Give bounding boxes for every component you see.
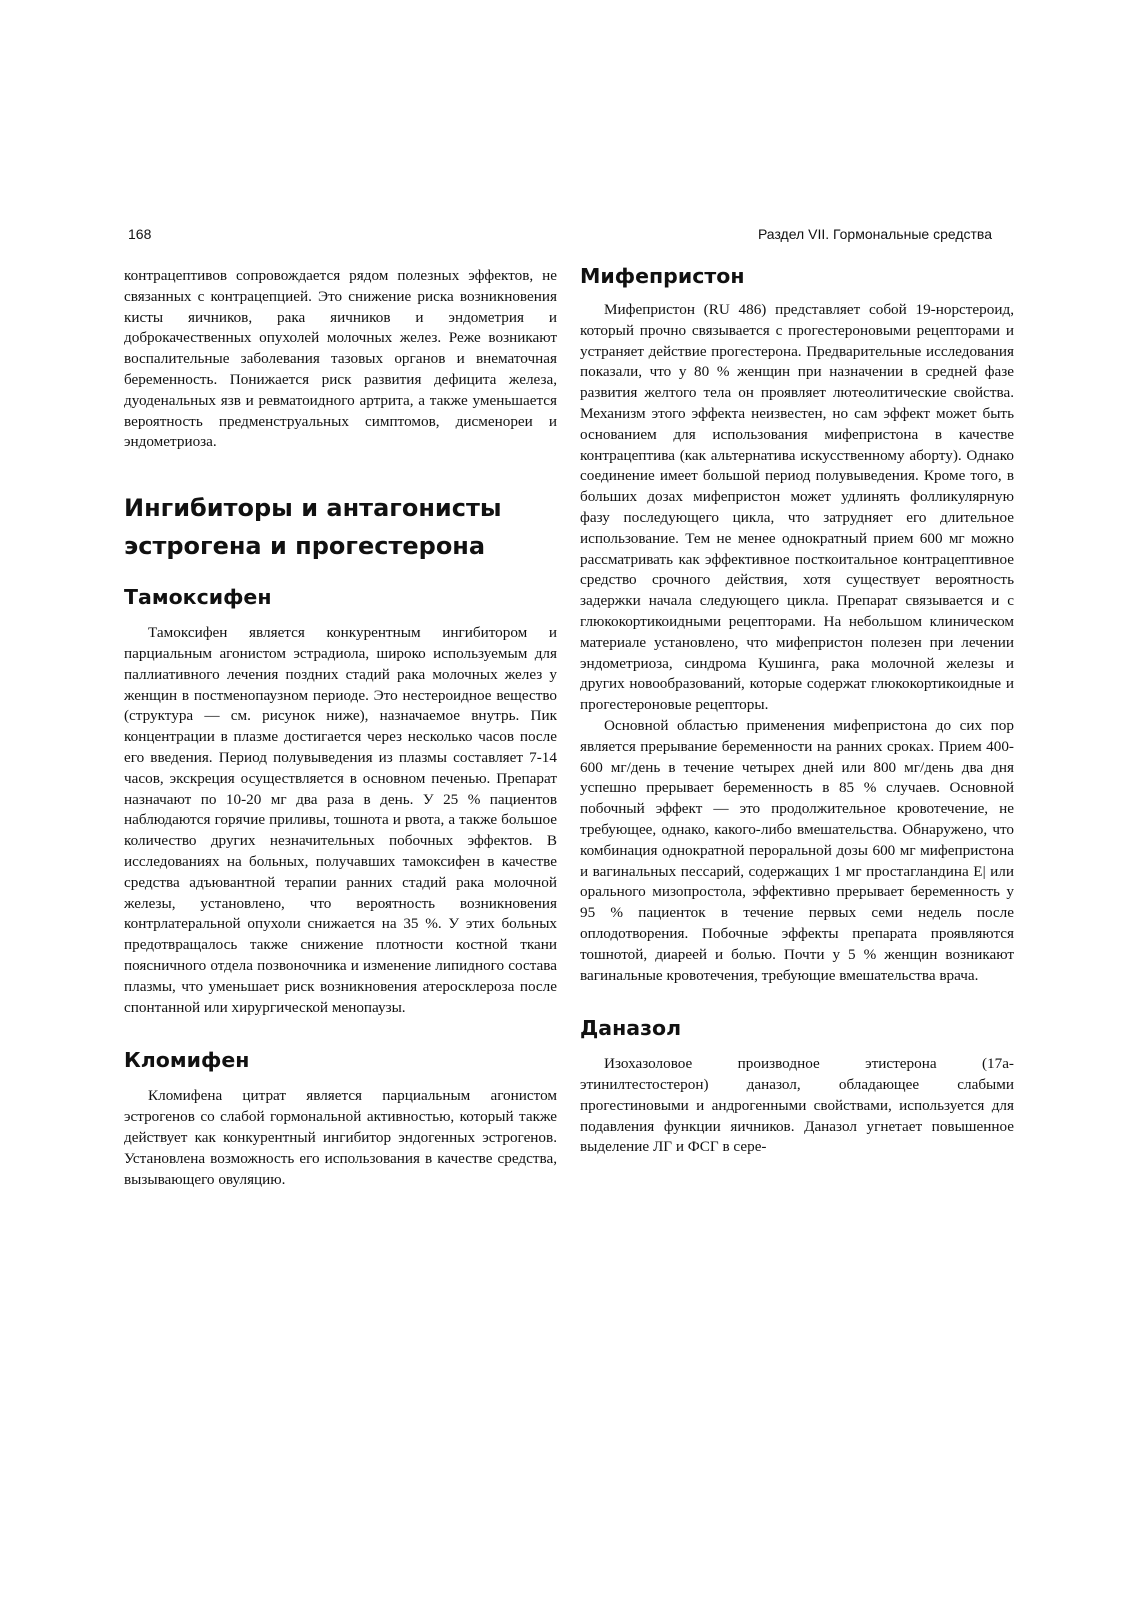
mifepristone-heading: Мифепристон	[580, 264, 745, 288]
page-number: 168	[128, 226, 152, 242]
right-column	[580, 262, 1014, 1158]
danazol-heading: Даназол	[580, 1016, 682, 1041]
section-title: Ингибиторы и антагонисты эстрогена и прогестерона	[124, 494, 502, 561]
clomiphene-heading: Кломифен	[124, 1048, 250, 1073]
left-column	[124, 266, 557, 1190]
mifepristone-paragraph-1: Мифепристон (RU 486) представляет собой 19-норстероид, который прочно связывается с прогестероновыми рецепторами и устраняет действие прогестерона. Предварительные исследования показали, что у 80 % женщин при назначении в средней фазе развития желтого тела он проявляет лютеолитические свойства. Механизм этого эффекта неизвестен, но сам эффект может быть основанием для использования мифепристона в качестве контрацептива (как альтернатива искусственному аборту). Однако соединение имеет большой период полувыведения. Кроме того, в больших дозах мифепристон может удлинять фолликулярную фазу последующего цикла, что затрудняет его длительное использование. Тем не менее однократный прием 600 мг можно рассматривать как эффективное посткоитальное контрацептивное средство срочного действия, хотя существует вероятность задержки начала следующего цикла. Препарат связывается и с глюкокортикоидными рецепторами. На небольшом клиническом материале установлено, что мифепристон полезен при лечении эндометриоза, синдрома Кушинга, рака молочной железы и других новообразований, которые содержат глюкокортикоидные и прогестероновые рецепторы.	[580, 301, 1014, 714]
running-head: Раздел VII. Гормональные средства	[757, 226, 992, 242]
tamoxifen-paragraph: Тамоксифен является конкурентным ингибитором и парциальным агонистом эстрадиола, широко используемым для паллиативного лечения поздних стадий рака молочных желез у женщин в постменопаузном периоде. Это нестероидное вещество (структура — см. рисунок ниже), назначаемое внутрь. Пик концентрации в плазме достигается через несколько часов после его введения. Период полувыведения из плазмы составляет 7-14 часов, экскреция осуществляется в основном печенью. Препарат назначают по 10-20 мг два раза в день. У 25 % пациентов наблюдаются горячие приливы, тошнота и рвота, а также большое количество других незначительных побочных эффектов. В исследованиях на больных, получавших тамоксифен в качестве средства адъювантной терапии ранних стадий рака молочной железы, установлено, что вероятность возникновения контрлатеральной опухоли снижается на 35 %. У этих больных предотвращалось также снижение плотности костной ткани поясничного отдела позвоночника и изменение липидного состава плазмы, что уменьшает риск возникновения атеросклероза после спонтанной или хирургической менопаузы.	[124, 624, 557, 1016]
danazol-paragraph: Изохазоловое производное этистерона (17а-этинилтестостерон) даназол, обладающее слабыми прогестиновыми и андрогенными свойствами, используется для подавления функции яичников. Даназол угнетает повышенное выделение ЛГ и ФСГ в сере-	[580, 1055, 1014, 1156]
tamoxifen-heading: Тамоксифен	[124, 585, 272, 610]
mifepristone-paragraph-2: Основной областью применения мифепристона до сих пор является прерывание беременности на ранних сроках. Прием 400-600 мг/день в течение четырех дней или 800 мг/день два дня успешно прерывает беременность в 85 % случаев. Основной побочный эффект — это продолжительное кровотечение, не требующее, однако, какого-либо вмешательства. Обнаружено, что комбинация однократной пероральной дозы 600 мг мифепристона и вагинальных пессарий, содержащих 1 мг простагландина E| или орального мизопростола, эффективно прерывает беременность у 95 % пациенток в течение первых семи недель после оплодотворения. Побочные эффекты препарата проявляются тошнотой, диареей и болью. Почти у 5 % женщин возникают вагинальные кровотечения, требующие вмешательства врача.	[580, 716, 1014, 984]
clomiphene-paragraph: Кломифена цитрат является парциальным агонистом эстрогенов со слабой гормональной активностью, который также действует как конкурентный ингибитор эндогенных эстрогенов. Установлена возможность его использования в качестве средства, вызывающего овуляцию.	[124, 1087, 557, 1188]
page-header	[0, 220, 1132, 250]
intro-paragraph: контрацептивов сопровождается рядом полезных эффектов, не связанных с контрацепцией. Это снижение риска возникновения кисты яичников, рака яичников и эндометрия и доброкачественных опухолей молочных желез. Реже возникают воспалительные заболевания тазовых органов и внематочная беременность. Понижается риск развития дефицита железа, дуоденальных язв и ревматоидного артрита, а также уменьшается вероятность предменструальных симптомов, дисменореи и эндометриоза.	[124, 267, 557, 451]
